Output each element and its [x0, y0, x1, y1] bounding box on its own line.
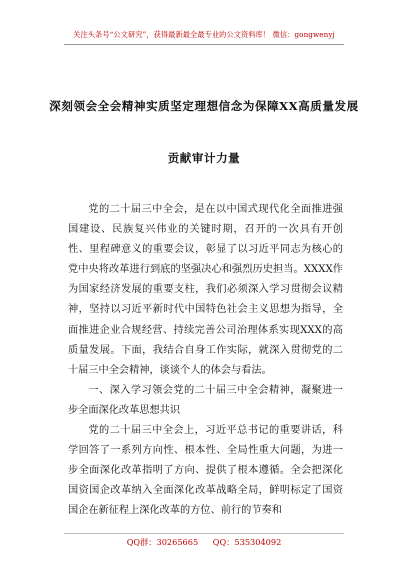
- footer-qq: QQ：535304092: [212, 537, 282, 547]
- paragraph-section-1: 党的二十届三中全会上，习近平总书记的重要讲话，科学回答了一系列方向性、根本性、全局性重大问题，为进一步全面深化改革指明了方向、提供了根本遵循。全会把深化国资国企改革纳入全面深化改革战略全局，鲜明标定了国资国企在新征程上深化改革的方位、前行的节奏和: [68, 425, 343, 517]
- document-title-continued: 贡献审计力量: [167, 151, 241, 165]
- header-divider: [64, 44, 344, 45]
- footer-qq-group: QQ群：30265665: [126, 537, 199, 547]
- paragraph-intro: 党的二十届三中全会，是在以中国式现代化全面推进强国建设、民族复兴伟业的关键时期，召开的一次具有开创性、里程碑意义的重要会议，彰显了以习近平同志为核心的党中央将改革进行到底的坚强决心和强烈历史担当。XXXX作为国家经济发展的重要支柱，我们必须深入学习贯彻会议精神，坚持以习近平新时代中国特色社会主义思想为指导，全面推进企业合规经营、持续完善公司治理体系实现XXX的高质量发展。下面，我结合自身工作实际，就深入贯彻党的二十届三中全会精神，谈谈个人的体会与看法。: [68, 204, 343, 376]
- footer-divider: [64, 533, 344, 534]
- header-banner: 关注头条号“公文研究”，获得最新最全最专业的公文资料库！ 微信：gongwenyj: [73, 30, 335, 39]
- footer-contact: [0, 537, 408, 548]
- section-heading-1: 一、深入学习领会党的二十届三中全会精神，凝聚进一步全面深化改革思想共识: [68, 384, 343, 416]
- document-title: 深刻领会全会精神实质坚定理想信念为保障XX高质量发展: [49, 99, 359, 113]
- document-body: [68, 200, 343, 522]
